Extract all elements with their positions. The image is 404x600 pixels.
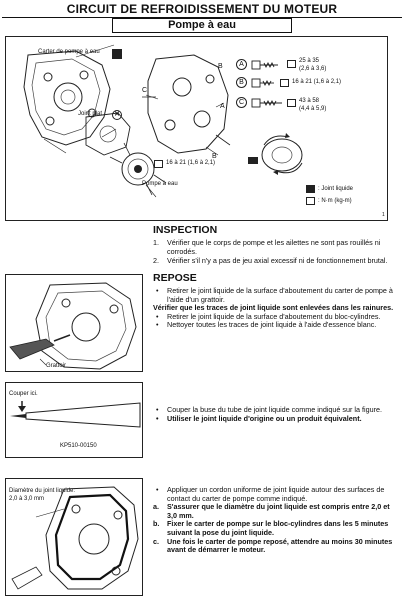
list-item: • Retirer le joint liquide de la surface d'aboutement du bloc-cylindres. xyxy=(156,311,381,321)
ref-b-circle: B xyxy=(236,77,247,88)
page-title: CIRCUIT DE REFROIDISSEMENT DU MOTEUR xyxy=(66,2,338,16)
label-a-mid: A xyxy=(220,103,225,110)
figure-mark: 1 xyxy=(382,212,385,218)
label-scraper: Grattoir xyxy=(46,363,67,369)
ref-c-circle: C xyxy=(236,97,247,108)
exploded-view-drawing xyxy=(6,37,389,222)
liquid-gasket-icon xyxy=(112,49,122,59)
torque-icon xyxy=(306,197,315,205)
torque-c-value: 43 à 58 xyxy=(299,98,320,104)
torque-a-sub: (2,6 à 3,6) xyxy=(299,66,327,72)
list-item: • Couper la buse du tube de joint liquide comme indiqué sur la figure. xyxy=(156,405,382,414)
list-item: 1. Vérifier que le corps de pompe et les ailettes ne sont pas rouillés ni corrodés. xyxy=(153,238,381,256)
label-b-bottom: B xyxy=(212,153,217,160)
label-tube-code: KP510-00150 xyxy=(60,443,97,449)
list-item: 2. Vérifier s'il n'y a pas de jeu axial excessif ni de fonctionnement brutal. xyxy=(153,256,388,266)
torque-c-sub: (4,4 à 5,9) xyxy=(299,106,327,112)
list-item: b. Fixer le carter de pompe sur le bloc-cylindres dans les 5 minutes suivant la pose du joint liquide. xyxy=(153,519,389,537)
repose-block1 xyxy=(153,287,400,330)
scraper-drawing xyxy=(6,275,143,372)
inspection-list xyxy=(153,239,400,266)
legend-torque: : N·m (kg-m) xyxy=(318,198,352,204)
figure-scraper xyxy=(5,274,143,372)
torque-icon xyxy=(154,160,163,168)
ref-a-circle: A xyxy=(236,59,247,70)
label-diameter: Diamètre du joint liquide: xyxy=(9,488,76,494)
label-water-pump: Pompe à eau xyxy=(142,181,178,187)
torque-icon xyxy=(280,79,289,87)
torque-b-value: 16 à 21 (1,6 à 2,1) xyxy=(292,79,342,85)
liquid-gasket-icon xyxy=(306,185,315,193)
figure-tube xyxy=(5,382,143,458)
exploded-diagram xyxy=(5,36,388,221)
list-item: • Retirer le joint liquide de la surface d'aboutement du carter de pompe à l'aide d'un grattoir. xyxy=(156,286,393,304)
repose-block2 xyxy=(153,406,400,423)
figure-bead xyxy=(5,478,143,596)
torque-icon xyxy=(287,60,296,68)
list-item: • Utiliser le joint liquide d'origine ou un produit équivalent. xyxy=(156,413,362,423)
replace-part-icon: ✕ xyxy=(112,110,122,120)
inspection-title: INSPECTION xyxy=(153,224,218,236)
label-flat-gasket: Joint plat xyxy=(78,111,103,117)
label-pump-housing: Carter de pompe à eau xyxy=(38,49,100,55)
list-item: • Appliquer un cordon uniforme de joint liquide autour des surfaces de contact du carter de pompe comme indiqué. xyxy=(156,485,385,503)
label-cut-here: Couper ici. xyxy=(9,391,38,397)
list-item: Vérifier que les traces de joint liquide sont enlevées dans les rainures. xyxy=(153,303,394,313)
label-b-top: B xyxy=(218,63,223,70)
pump-torque-value: 16 à 21 (1,6 à 2,1) xyxy=(166,160,216,166)
list-item: • Nettoyer toutes les traces de joint liquide à l'aide d'essence blanc. xyxy=(156,320,377,330)
label-diameter-range: 2,0 à 3,0 mm xyxy=(9,496,45,502)
label-c-left: C xyxy=(142,87,148,94)
list-item: a. S'assurer que le diamètre du joint liquide est compris entre 2,0 et 3,0 mm. xyxy=(153,502,390,520)
legend-liquid-gasket: : Joint liquide xyxy=(318,186,354,192)
repose-title: REPOSE xyxy=(153,272,197,284)
repose-block3 xyxy=(153,486,400,555)
list-item: c. Une fois le carter de pompe reposé, attendre au moins 30 minutes avant de démarrer le moteur. xyxy=(153,536,393,555)
section-subtitle: Pompe à eau xyxy=(112,18,292,33)
torque-icon xyxy=(287,99,296,107)
torque-a-value: 25 à 35 xyxy=(299,58,320,64)
